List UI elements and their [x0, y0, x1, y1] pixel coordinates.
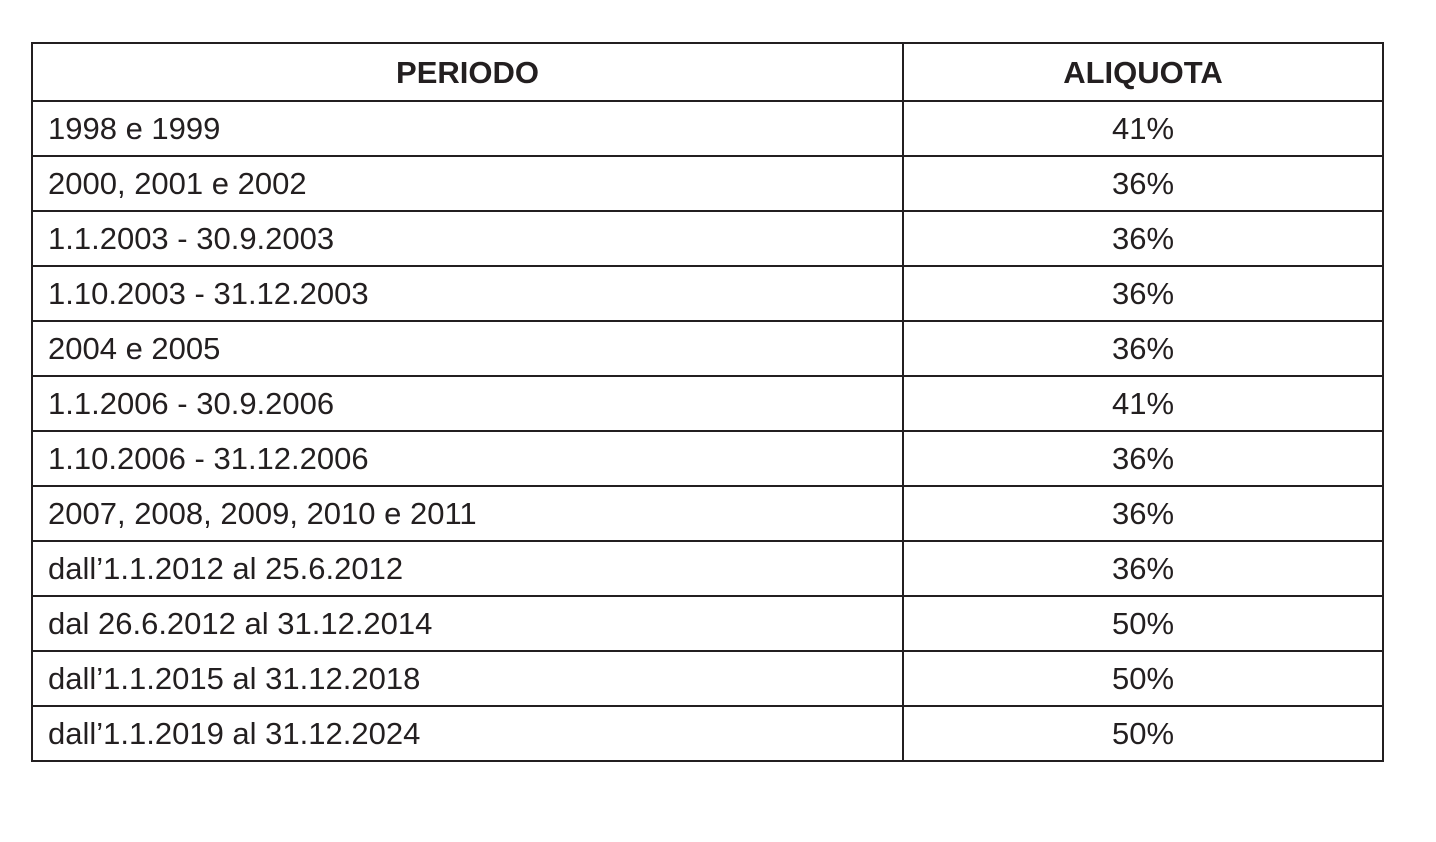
- rate-cell: 41%: [903, 101, 1383, 156]
- rate-cell: 36%: [903, 156, 1383, 211]
- period-cell: 1.1.2003 - 30.9.2003: [32, 211, 903, 266]
- table-row: [32, 376, 1383, 431]
- period-cell: 2004 e 2005: [32, 321, 903, 376]
- table-row: [32, 596, 1383, 651]
- period-cell: dall’1.1.2015 al 31.12.2018: [32, 651, 903, 706]
- rate-cell: 41%: [903, 376, 1383, 431]
- rate-cell: 36%: [903, 321, 1383, 376]
- rate-cell: 36%: [903, 541, 1383, 596]
- period-cell: 1.10.2003 - 31.12.2003: [32, 266, 903, 321]
- period-cell: 1.10.2006 - 31.12.2006: [32, 431, 903, 486]
- column-header-rate: ALIQUOTA: [903, 43, 1383, 101]
- period-cell: 1998 e 1999: [32, 101, 903, 156]
- rate-cell: 36%: [903, 266, 1383, 321]
- table-header: [32, 43, 1383, 101]
- table-row: [32, 541, 1383, 596]
- rate-cell: 50%: [903, 651, 1383, 706]
- period-cell: dall’1.1.2019 al 31.12.2024: [32, 706, 903, 761]
- rate-cell: 36%: [903, 431, 1383, 486]
- table-row: [32, 211, 1383, 266]
- table-body: [32, 101, 1383, 761]
- table-row: [32, 651, 1383, 706]
- table-row: [32, 706, 1383, 761]
- table-row: [32, 431, 1383, 486]
- period-cell: dal 26.6.2012 al 31.12.2014: [32, 596, 903, 651]
- rate-cell: 50%: [903, 706, 1383, 761]
- period-cell: dall’1.1.2012 al 25.6.2012: [32, 541, 903, 596]
- table-row: [32, 156, 1383, 211]
- table-row: [32, 101, 1383, 156]
- table-row: [32, 321, 1383, 376]
- period-cell: 1.1.2006 - 30.9.2006: [32, 376, 903, 431]
- column-header-period: PERIODO: [32, 43, 903, 101]
- table-row: [32, 266, 1383, 321]
- rate-cell: 36%: [903, 486, 1383, 541]
- period-cell: 2007, 2008, 2009, 2010 e 2011: [32, 486, 903, 541]
- rate-cell: 50%: [903, 596, 1383, 651]
- period-cell: 2000, 2001 e 2002: [32, 156, 903, 211]
- header-row: [32, 43, 1383, 101]
- table-row: [32, 486, 1383, 541]
- rate-table: [31, 42, 1384, 762]
- rate-cell: 36%: [903, 211, 1383, 266]
